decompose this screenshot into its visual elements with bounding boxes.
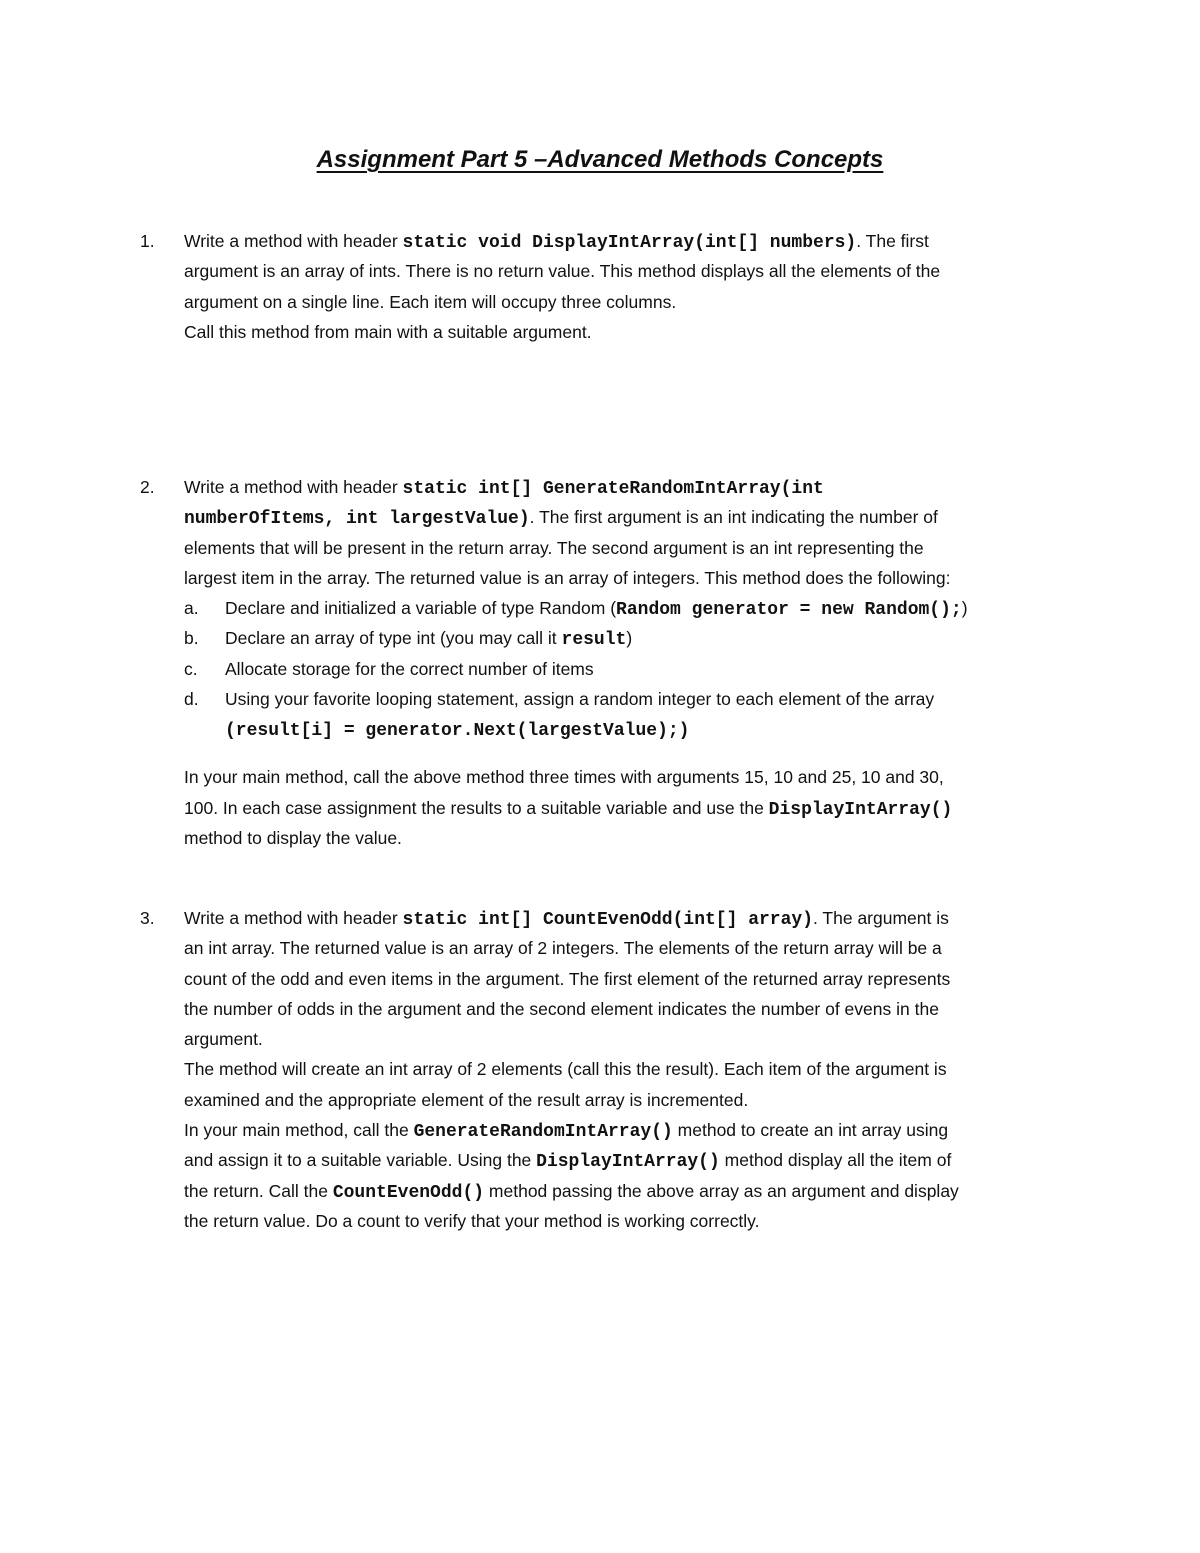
text: Allocate storage for the correct number of items (225, 658, 594, 679)
text: Declare an array of type int (you may call it (225, 628, 562, 649)
text-line (184, 1115, 1070, 1145)
text-line (184, 793, 1070, 823)
question-number: 2. (140, 477, 155, 497)
question-number: 1. (140, 231, 155, 251)
code-text: Random generator = new Random(); (616, 600, 962, 621)
code-text: static void DisplayIntArray(int[] numbers) (402, 233, 857, 253)
text-line (184, 903, 1070, 933)
sub-item-b (184, 623, 1070, 653)
text-line (184, 502, 1070, 532)
code-text: static int[] CountEvenOdd(int[] array) (402, 910, 814, 930)
text-line (184, 472, 1070, 502)
text: In your main method, call the (184, 1120, 414, 1141)
text-line: In your main method, call the above method three times with arguments 15, 10 and 25, 10 and 30, (184, 767, 944, 788)
text: . The argument is (813, 908, 949, 928)
text-line (184, 226, 1070, 256)
question-3 (140, 903, 1070, 1236)
sub-item-a (184, 593, 1070, 623)
page-title: Assignment Part 5 –Advanced Methods Concepts (316, 146, 884, 173)
question-2 (140, 472, 1070, 853)
text: Write a method with header (184, 477, 403, 497)
text-line: argument on a single line. Each item will occupy three columns. (184, 291, 677, 312)
text-line: elements that will be present in the return array. The second argument is an int representing the (184, 537, 924, 558)
sub-item-d-code (184, 714, 1070, 748)
text-line: method to display the value. (184, 827, 402, 848)
text-line: an int array. The returned value is an array of 2 integers. The elements of the return array will be a (184, 938, 942, 959)
text-line (184, 1176, 1070, 1206)
sub-item-label: b. (184, 628, 199, 649)
code-text: result (561, 630, 627, 651)
code-text: CountEvenOdd() (332, 1182, 485, 1203)
text: method to create an int array using (672, 1120, 949, 1141)
text-line: the number of odds in the argument and the second element indicates the number of evens in the (184, 998, 939, 1019)
text: Write a method with header (184, 908, 403, 928)
text: . The first (856, 231, 929, 251)
text: ) (626, 628, 633, 649)
text: 100. In each case assignment the results to a suitable variable and use the (184, 797, 769, 818)
text: . The first argument is an int indicating the number of (529, 507, 938, 528)
text: Write a method with header (184, 231, 403, 251)
text: and assign it to a suitable variable. Using the (184, 1150, 537, 1171)
text-line (184, 1145, 1070, 1175)
text: Declare and initialized a variable of type Random ( (225, 598, 617, 619)
sub-item-label: d. (184, 689, 199, 710)
text: method display all the item of (719, 1150, 952, 1171)
code-text: DisplayIntArray() (768, 799, 953, 820)
text-line: Call this method from main with a suitable argument. (184, 321, 592, 342)
sub-item-label: c. (184, 658, 198, 679)
text-line: the return value. Do a count to verify that your method is working correctly. (184, 1210, 760, 1231)
text-line: examined and the appropriate element of the result array is incremented. (184, 1089, 749, 1110)
text: Using your favorite looping statement, assign a random integer to each element of the array (225, 689, 935, 710)
text-line: The method will create an int array of 2 elements (call this the result). Each item of the argument is (184, 1059, 947, 1080)
text-line: argument. (184, 1029, 263, 1050)
code-text: DisplayIntArray() (536, 1152, 720, 1173)
sub-item-label: a. (184, 598, 199, 619)
code-text: GenerateRandomIntArray() (413, 1122, 673, 1143)
text: method passing the above array as an argument and display (484, 1180, 959, 1201)
question-1 (140, 226, 1070, 347)
text: the return. Call the (184, 1180, 333, 1201)
text-line: argument is an array of ints. There is no return value. This method displays all the elements of the (184, 261, 941, 282)
question-number: 3. (140, 908, 155, 928)
sub-item-c (184, 654, 1070, 684)
code-text: (result[i] = generator.Next(largestValue);) (225, 721, 690, 742)
text-line: count of the odd and even items in the argument. The first element of the returned array represents (184, 968, 951, 989)
text: ) (961, 598, 968, 619)
code-text: numberOfItems, int largestValue) (184, 509, 530, 530)
text-line: largest item in the array. The returned value is an array of integers. This method does the following: (184, 567, 951, 588)
code-text: static int[] GenerateRandomIntArray(int (402, 479, 824, 499)
sub-item-d (184, 684, 1070, 714)
